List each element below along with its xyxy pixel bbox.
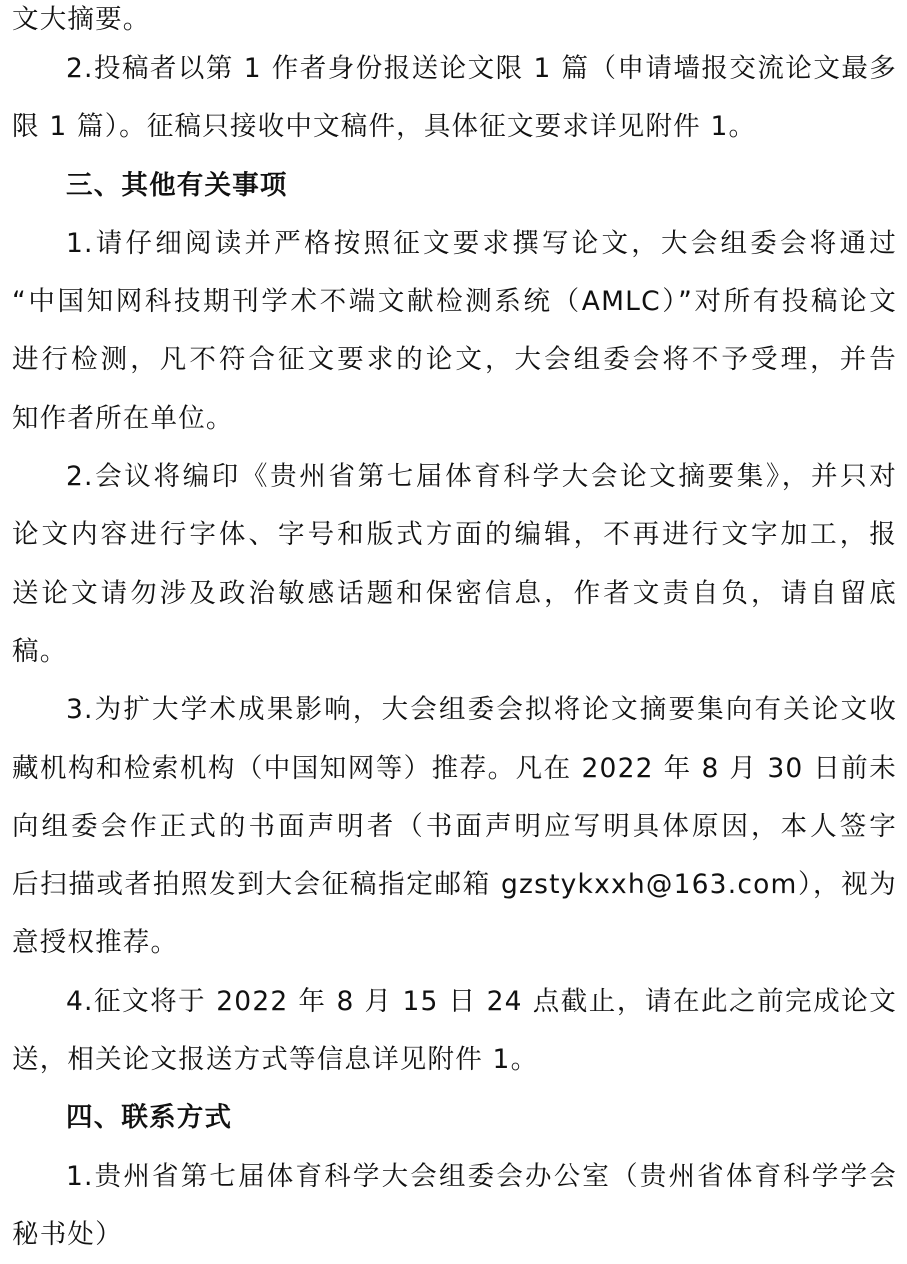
text-line: 藏机构和检索机构（中国知网等）推荐。凡在 2022 年 8 月 30 日前未 [12, 752, 897, 784]
document-page [12, 0, 897, 1264]
text-line: 知作者所在单位。 [12, 402, 234, 434]
text-line: 送论文请勿涉及政治敏感话题和保密信息，作者文责自负，请自留底 [12, 577, 897, 609]
text-line: 1.请仔细阅读并严格按照征文要求撰写论文，大会组委会将通过 [66, 227, 897, 259]
text-line: 论文内容进行字体、字号和版式方面的编辑，不再进行文字加工，报 [12, 519, 897, 551]
text-line: 2.投稿者以第 1 作者身份报送论文限 1 篇（申请墙报交流论文最多 [66, 53, 897, 84]
text-line: 2.会议将编印《贵州省第七届体育科学大会论文摘要集》，并只对 [66, 461, 897, 493]
text-line: 进行检测，凡不符合征文要求的论文，大会组委会将不予受理，并告 [12, 344, 897, 376]
text-line: 向组委会作正式的书面声明者（书面声明应写明具体原因，本人签字 [12, 810, 897, 842]
text-line: 意授权推荐。 [12, 927, 179, 959]
text-line: “中国知网科技期刊学术不端文献检测系统（AMLC）”对所有投稿论文 [12, 286, 897, 318]
text-line: 4.征文将于 2022 年 8 月 15 日 24 点截止，请在此之前完成论文 [66, 985, 897, 1017]
section-heading: 四、联系方式 [66, 1102, 233, 1134]
text-line: 1.贵州省第七届体育科学大会组委会办公室（贵州省体育科学学会 [66, 1160, 897, 1192]
text-line: 文大摘要。 [12, 4, 151, 35]
section-heading: 三、其他有关事项 [66, 169, 288, 201]
text-line: 送，相关论文报送方式等信息详见附件 1。 [12, 1044, 539, 1076]
text-line: 秘书处） [12, 1218, 123, 1250]
text-line: 3.为扩大学术成果影响，大会组委会拟将论文摘要集向有关论文收 [66, 694, 897, 726]
text-line: 限 1 篇）。征稿只接收中文稿件，具体征文要求详见附件 1。 [12, 111, 757, 143]
text-line: 后扫描或者拍照发到大会征稿指定邮箱 gzstykxxh@163.com），视为 [12, 869, 897, 901]
text-line: 稿。 [12, 635, 68, 667]
